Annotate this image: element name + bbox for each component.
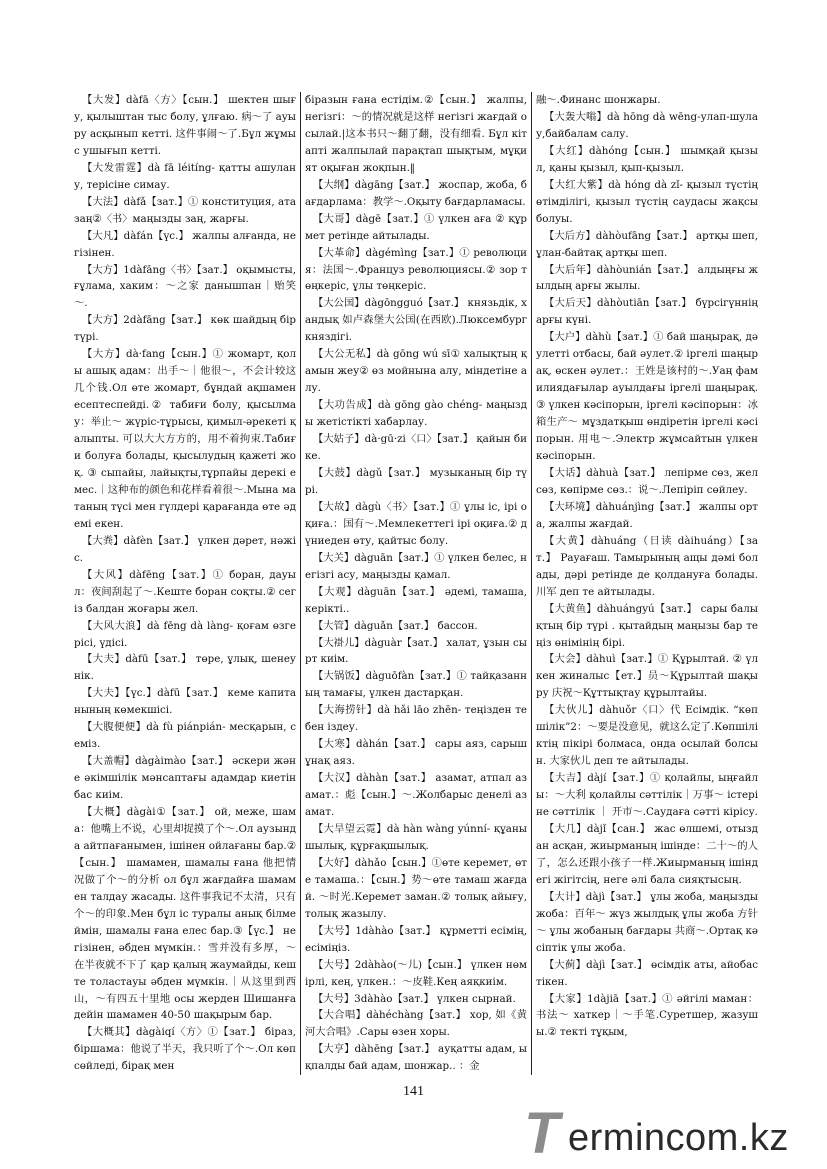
dictionary-entry: 【大故】dàgù〈书〉【зат.】① ұлы іс, ірі оқиға.：国有～.Мемлекеттегі ірі оқиға.② дүниеден өту, қайтыс болу. xyxy=(305,500,527,547)
dictionary-entry: 【大夫】【үс.】dàfū【зат.】 кеме капитанының көмекшісі. xyxy=(74,687,296,717)
dictionary-entry: 【大旱望云霓】dà hàn wàng yúnní- құанышылық, құрғақшылық. xyxy=(305,822,527,852)
dictionary-entry: 【大发】dàfā〈方〉【сын.】 шектен шығу, қылыштан тыс болу, ұлғаю. 病～了 ауыру асқынып кетті. 这件事闹～了.Бұл жұмыс ушығып кетті. xyxy=(74,94,296,157)
column-left xyxy=(74,92,296,1075)
dictionary-entry: 【大方】dà·fang【сын.】① жомарт, қолы ашық адам：出手～｜他很～，不会计较这几个钱.Ол өте жомарт, бұндай ақшамен есептеспейді.② табиғи болу, қысылмау：举止～ жүріс-тұрысы, қимыл-әрекеті қалыпты. 可以大大方方的，用不着拘束.Табиғи болуға болады, қысылудың қажеті жоқ. ③ сыпайы, лайықты,тұрпайы дерекі емес.｜这种布的颜色和花样看着很～.Мына матаның түсі мен гүлдері қарағанда өте әдемі екен. xyxy=(74,348,296,530)
dictionary-entry: 【大腹便便】dà fù piánpián- месқарын, семіз. xyxy=(74,721,296,751)
dictionary-entry: 【大概】dàgài①【зат.】 ой, меже, шама：他嘴上不说，心里却捉摸了个～.Ол аузында айтпағанымен, ішінен ойлағаны бар.②【сын.】 шамамен, шамалы ғана 他把情况做了个～的分析 ол бұл жағдайға шамамен талдау жасады. 这件事我记不太清，只有个～的印象.Мен бұл іс туралы анық білмеймін, шамалы ғана елес бар.③【үс.】 негізінен, әбден мүмкін.：雪并没有多厚，～在半夜就不下了 қар қалың жаумайды, кеште толастауы әбден мүмкін.｜从这里到西山，～有四五十里地 осы жерден Шишанға дейін шамамен 40-50 шақырым бар. xyxy=(74,806,296,1022)
dictionary-entry: 【大蓟】dàjì【зат.】 өсімдік аты, айобастікен. xyxy=(536,958,758,988)
dictionary-entry: 【大寒】dàhán【зат.】 сары аяз, сарышұнақ аяз. xyxy=(305,738,527,768)
dictionary-entry: 【大法】dàfǎ【зат.】① конституция, ата заң②〈书〉маңызды заң, жарғы. xyxy=(74,195,296,225)
dictionary-entry: 【大户】dàhù【зат.】① бай шаңырақ, дәулетті отбасы, бай әулет.② іргелі шаңырақ, өскен әулет.：王姓是该村的～.Уаң фамилиядағылар ауылдағы іргелі шаңырақ.③ үлкен кәсіпорын, іргелі кәсіпорын：冰箱生产～ мұздатқыш өндіретін іргелі кәсіпорын. 用电～.Электр жұмсайтын үлкен кәсіпорын. xyxy=(536,331,758,463)
dictionary-entry: 【大红大紫】dà hóng dà zǐ- қызыл түстің өтімділігі, қызыл түстің саудасы жақсы болуы. xyxy=(536,178,758,225)
dictionary-entry: 【大后方】dàhòufāng【зат.】 артқы шеп, ұлан-байтақ артқы шеп. xyxy=(536,229,758,259)
dictionary-entry: 【大方】2dàfāng【зат.】 көк шайдың бір түрі. xyxy=(74,314,296,344)
dictionary-entry: 【大好】dàhǎo【сын.】①өте керемет, өте тамаша.：【сын.】势～өте тамаш жағдай. ～时光.Керемет заман.② толық айығу, толық жазылу. xyxy=(305,856,527,920)
dictionary-entry: 【大盖帽】dàgàimào【зат.】 әскери және әкімшілік мәнсаптағы адамдар киетін бас киім. xyxy=(74,755,296,802)
dictionary-entry: 【大话】dàhuà【зат.】 лепірме сөз, жел сөз, көпірме сөз.：说～.Лепіріп сөйлеу. xyxy=(536,466,758,496)
dictionary-entry: 【大吉】dàjí【зат.】① қолайлы, ыңғайлы：～大利 қолайлы сәттілік｜万事～ істеріне сәттілік ｜ 开市～.Саудаға сәтті кірісу. xyxy=(536,772,758,819)
dictionary-entry: 【大发雷霆】dà fā léitíng- қатты ашулану, терісіне симау. xyxy=(74,161,296,191)
dictionary-entry: 【大环境】dàhuánjìng【зат.】 жалпы орта, жалпы жағдай. xyxy=(536,500,758,530)
logo-t-mark: T xyxy=(524,1101,560,1166)
dictionary-entry: 【大红】dàhóng【сын.】 шымқай қызыл, қаны қызыл, қып-қызыл. xyxy=(536,144,758,174)
dictionary-entry: 【大观】dàguān【зат.】 әдемі, тамаша, керікті.. xyxy=(305,585,527,615)
dictionary-entry: 【大计】dàjì【зат.】 ұлы жоба, маңызды жоба：百年～ жүз жылдық ұлы жоба 方针～ ұлы жобаның бағдары 共商～.Ортақ кәсіптік ұлы жоба. xyxy=(536,890,758,954)
dictionary-entry: 【大海捞针】dà hǎi lāo zhēn- теңізден тебен іздеу. xyxy=(305,704,527,734)
dictionary-entry: 【大公无私】dà gōng wú sī① халықтың қамын жеу② өз мойнына алу, міндетіне алу. xyxy=(305,348,527,395)
dictionary-entry: 融～.Финанс шонжары. xyxy=(536,94,661,106)
site-logo xyxy=(524,1101,814,1166)
logo-text: ermincom.kz xyxy=(568,1117,789,1159)
dictionary-entry: 【大家】1dàjiā【зат.】① әйгілі маман：书法～ хаткер｜～手笔.Суретшер, жазушы.② текті тұқым, xyxy=(536,992,758,1039)
dictionary-entry: 【大概其】dàgàiqí〈方〉①【зат.】 біраз, біршама：他说了半天，我只听了个～.Ол көп сөйледі, бірақ мен xyxy=(74,1026,296,1073)
dictionary-entry: 【大功告成】dà gōng gào chéng- маңызды жетістікті хабарлау. xyxy=(305,399,527,429)
column-middle xyxy=(305,92,527,1075)
dictionary-entry: 【大管】dàguǎn【зат.】 бассон. xyxy=(313,619,478,632)
dictionary-entry: 【大号】3dàhào【зат.】 үлкен сырнай. xyxy=(313,992,516,1005)
dictionary-entry: 【大号】2dàhào(～儿)【сын.】 үлкен нөмірлі, кең, үлкен.：～皮鞋.Кең аяқкиім. xyxy=(305,958,527,988)
dictionary-entry: 【大纲】dàgāng【зат.】 жоспар, жоба, бағдарлама：教学～.Оқыту бағдарламасы. xyxy=(305,178,527,208)
dictionary-entry: 【大夫】dàfū【зат.】 төре, ұлық, шенеунік. xyxy=(74,653,296,683)
dictionary-entry: 【大几】dàjǐ【сан.】 жас өлшемі, отыздан асқан, жиырманың ішінде：二十～的人了，怎么还跟小孩子一样.Жиырманың ішіндегі жігітсің, неге әлі бала сияқтысың. xyxy=(536,822,758,886)
dictionary-entry: 【大锅饭】dàguōfàn【зат.】① тайқазанның тамағы, үлкен дастарқан. xyxy=(305,670,527,700)
dictionary-entry: 【大凡】dàfán【үс.】 жалпы алғанда, негізінен. xyxy=(74,229,296,259)
dictionary-entry: 【大合唱】dàhéchàng【зат.】 хор, 如《黄河大合唱》.Сары өзен хоры. xyxy=(305,1009,527,1039)
dictionary-entry: 【大风】dàfēng【зат.】① боран, дауыл：夜间刮起了～.Кеште боран соқты.② сегіз балдан жоғары жел. xyxy=(74,568,296,615)
dictionary-entry: 【大亨】dàhēng【зат.】 ауқатты адам, ықпалды бай адам, шонжар.. ：金 xyxy=(305,1043,527,1073)
dictionary-entry: 【大后天】dàhòutiān【зат.】 бүрсігүннің арғы күні. xyxy=(536,297,758,327)
dictionary-entry: 【大后年】dàhòunián【зат.】 алдыңғы жылдың арғы жылы. xyxy=(536,263,758,293)
dictionary-entry: 【大轰大嗡】dà hōng dà wēng-улап-шулау,байбалам салу. xyxy=(536,110,758,140)
column-divider xyxy=(300,92,301,1075)
column-divider xyxy=(531,92,532,1075)
page-number: 141 xyxy=(403,1084,424,1099)
dictionary-entry: 【大黄】dàhuáng（日读 dàihuáng）【зат.】 Рауағаш. Тамырының ащы дәмі болады, дәрі ретінде де қолдануға болады. 川军 деп те айтылады. xyxy=(536,534,758,598)
dictionary-entry: 【大关】dàguān【зат.】① үлкен белес, негізгі асу, маңызды қамал. xyxy=(305,551,527,581)
column-right xyxy=(536,92,758,1075)
dictionary-entry: 【大革命】dàgémìng【зат.】① революция：法国～.Француз революциясы.② зор төңкеріс, ұлы төңкеріс. xyxy=(305,246,527,293)
dictionary-entry: 【大伙儿】dàhuǒr〈口〉代 Есімдік. “көпшілік”2：～要是没意见，就这么定了.Көпшіліктің пікірі болмаса, онда осылай болсын. 大家伙儿 деп те айтылады. xyxy=(536,704,758,768)
dictionary-entry: 【大粪】dàfèn【зат.】 үлкен дәрет, нәжіс. xyxy=(74,534,296,564)
dictionary-page xyxy=(74,92,768,1075)
dictionary-entry: біразын ғана естідім.②【сын.】 жалпы, негізгі：～的情况就是这样 негізгі жағдай осылай.|这本书只～翻了翻，没有细看. Бұл кітапті жалпылай парақтап шықтым, мұқият оқыған жоқпын.‖ xyxy=(305,94,527,174)
dictionary-entry: 【大风大浪】dà fēng dà làng- қоғам өзгерісі, үдісі. xyxy=(74,619,296,649)
dictionary-entry: 【大公国】dàgōngguó【зат.】 князьдік, хандық 如卢森堡大公国(在西欧).Люксембург княздігі. xyxy=(305,297,527,344)
dictionary-entry: 【大鼓】dàgǔ【зат.】 музыканың бір түрі. xyxy=(305,466,527,496)
dictionary-entry: 【大会】dàhuì【зат.】① Құрылтай. ② үлкен жиналыс【ет.】员～Құрылтай шақыру 庆祝～Құттықтау құрылтайы. xyxy=(536,653,758,700)
dictionary-entry: 【大姑子】dà·gū·zi〈口〉【зат.】 қайын бике. xyxy=(305,433,527,463)
dictionary-entry: 【大黄鱼】dàhuángyú【зат.】 сары балықтың бір түрі . қытайдың маңызы бар теңіз өнімінің бірі. xyxy=(536,602,758,649)
dictionary-entry: 【大方】1dàfāng〈书〉【зат.】 оқымысты, ғұлама, хаким：～之家 данышпан｜贻笑～. xyxy=(74,263,296,310)
dictionary-entry: 【大褂儿】dàguàr【зат.】 халат, ұзын сырт киім. xyxy=(305,636,527,666)
dictionary-entry: 【大汉】dàhàn【зат.】 азамат, атпал азамат.：彪【сын.】～.Жолбарыс денелі азамат. xyxy=(305,772,527,819)
dictionary-entry: 【大哥】dàgē【зат.】① үлкен аға ② құрмет ретінде айтылады. xyxy=(305,212,527,242)
dictionary-entry: 【大号】1dàhào【зат.】 құрметті есімің, есіміңіз. xyxy=(305,924,527,954)
